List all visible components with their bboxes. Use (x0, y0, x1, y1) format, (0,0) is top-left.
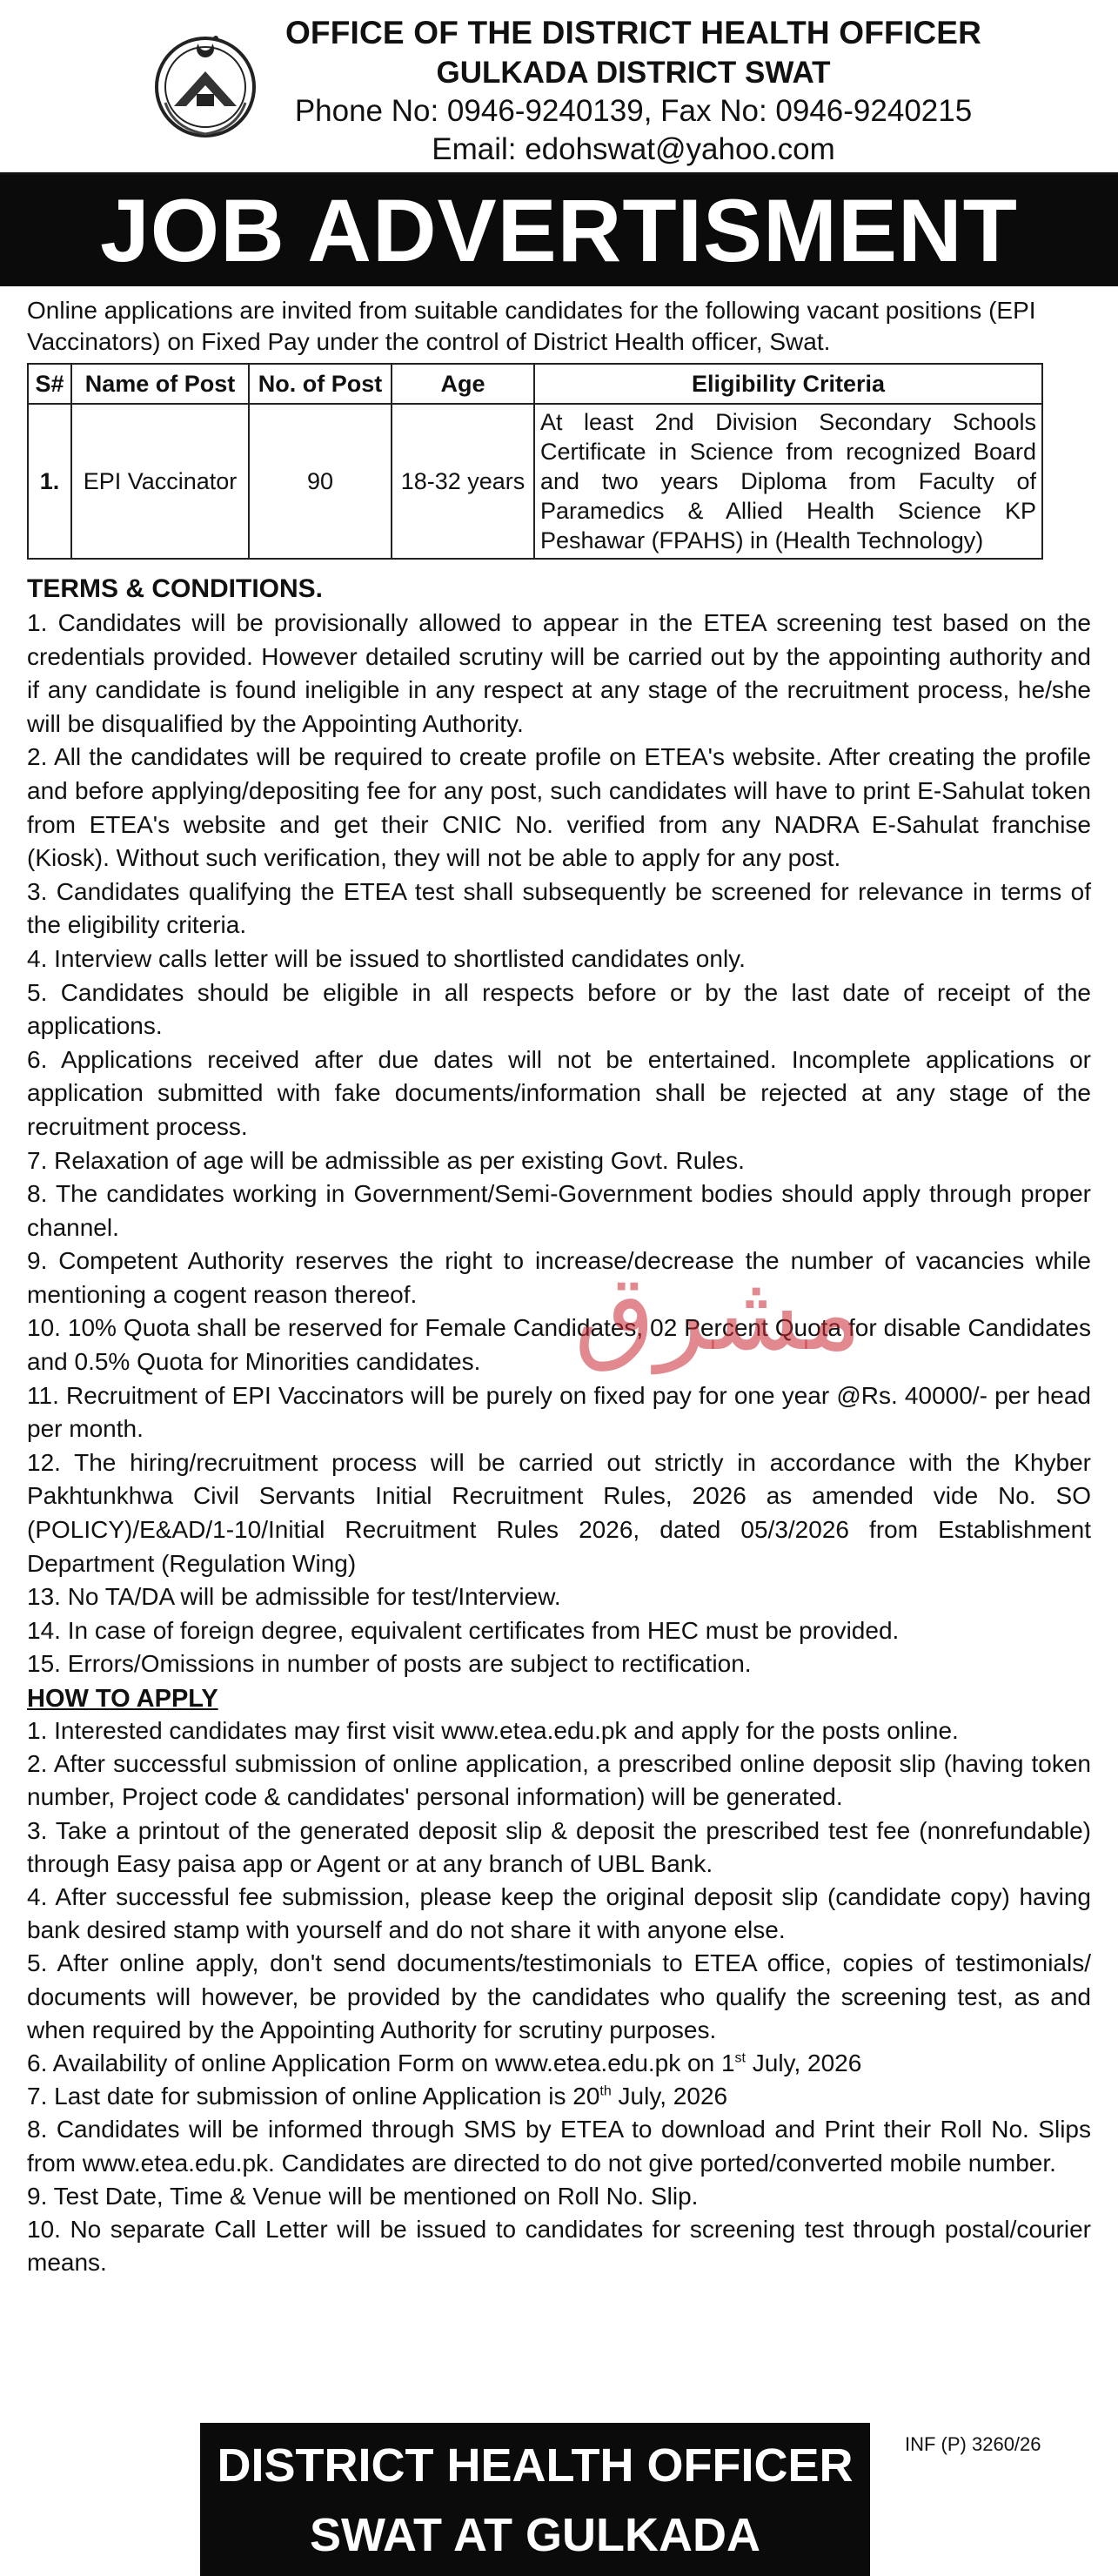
list-item: 14. In case of foreign degree, equivalent certificates from HEC must be provided. (27, 1616, 900, 1644)
table-header-count: No. of Post (249, 364, 392, 404)
signatory-block (200, 2423, 870, 2576)
table-header-post: Name of Post (71, 364, 249, 404)
list-item: 10. 10% Quota shall be reserved for Female Candidates, 02 Percent Quota for disable Candidates and 0.5% Quota for Minorities candidates. (27, 1314, 1091, 1376)
item-text: 6. Availability of online Application Form on www.etea.edu.pk on 1 (27, 2049, 735, 2077)
terms-list (27, 607, 1091, 1681)
list-item: 5. After online apply, don't send documents/testimonials to ETEA office, copies of testimonials/ documents will however, be provided by the candidates who qualify the screening test, as and when required by the Appointing Authority for scrutiny purposes. (27, 1949, 1091, 2043)
list-item: 2. All the candidates will be required to create profile on ETEA's website. After creating the profile and before applying/depositing fee for any post, such candidates will have to print E-Sahulat token from ETEA's website and get their CNIC No. verified from any NADRA E-Sahulat franchise (Kiosk). Without such verification, they will not be able to apply for any post. (27, 743, 1091, 872)
table-header-age: Age (392, 364, 534, 404)
office-district: GULKADA DISTRICT SWAT (436, 56, 831, 90)
list-item (27, 2047, 1091, 2080)
row-age: 18-32 years (392, 404, 534, 559)
advertisement-body (0, 295, 1118, 2279)
how-to-apply-list (27, 1714, 1091, 2279)
item-text: July, 2026 (611, 2083, 728, 2110)
newspaper-watermark: مشرق (574, 1253, 862, 1374)
list-item: 15. Errors/Omissions in number of posts are subject to rectification. (27, 1650, 752, 1678)
vacancy-table (27, 363, 1043, 560)
list-item: 13. No TA/DA will be admissible for test/Interview. (27, 1583, 561, 1611)
list-item (27, 2080, 1091, 2113)
list-item: 8. Candidates will be informed through SMS by ETEA to download and Print their Roll No. Slips from www.etea.edu.pk. Candidates are directed to do not give ported/converted mobile number. (27, 2116, 1091, 2177)
list-item: 5. Candidates should be eligible in all respects before or by the last date of receipt of the applications. (27, 978, 1091, 1040)
row-eligibility: At least 2nd Division Secondary Schools Certificate in Science from recognized Board and two years Diploma from Faculty of Paramedics & Allied Health Science KP Peshawar (FPAHS) in (Health Technology) (534, 404, 1042, 559)
table-row (28, 404, 1042, 559)
table-header-row (28, 364, 1042, 404)
list-item: 1. Interested candidates may first visit www.etea.edu.pk and apply for the posts online. (27, 1717, 959, 1744)
terms-heading: TERMS & CONDITIONS. (27, 574, 324, 603)
item-text: 7. Last date for submission of online Application is 20 (27, 2083, 600, 2110)
advertisement-reference: INF (P) 3260/26 (905, 2433, 1041, 2455)
list-item: 6. Applications received after due dates will not be entertained. Incomplete applications or application submitted with fake documents/information shall be rejected at any stage of the recruitment process. (27, 1045, 1091, 1140)
ordinal-suffix: th (599, 2083, 612, 2099)
intro-paragraph: Online applications are invited from suitable candidates for the following vacant positions (EPI Vaccinators) on Fixed Pay under the control of District Health officer, Swat. (27, 297, 1036, 355)
item-text: July, 2026 (745, 2049, 862, 2077)
office-title: OFFICE OF THE DISTRICT HEALTH OFFICER (285, 15, 982, 50)
office-address-block (277, 12, 990, 169)
row-post-name: EPI Vaccinator (71, 404, 249, 559)
list-item: 3. Candidates qualifying the ETEA test shall subsequently be screened for relevance in terms of the eligibility criteria. (27, 877, 1091, 939)
list-item: 4. Interview calls letter will be issued to shortlisted candidates only. (27, 944, 746, 972)
list-item: 9. Test Date, Time & Venue will be mentioned on Roll No. Slip. (27, 2182, 699, 2210)
table-header-criteria: Eligibility Criteria (534, 364, 1042, 404)
table-header-sno: S# (28, 364, 71, 404)
government-emblem-icon (148, 26, 263, 141)
list-item: 9. Competent Authority reserves the right to increase/decrease the number of vacancies while mentioning a cogent reason thereof. (27, 1247, 1091, 1308)
list-item: 8. The candidates working in Government/Semi-Government bodies should apply through proper channel. (27, 1180, 1091, 1241)
list-item: 4. After successful fee submission, please keep the original deposit slip (candidate copy) having bank desired stamp with yourself and do not share it with anyone else. (27, 1883, 1091, 1944)
how-to-apply-heading: HOW TO APPLY (27, 1685, 218, 1713)
list-item: 10. No separate Call Letter will be issued to candidates for screening test through postal/courier means. (27, 2216, 1091, 2277)
row-post-count: 90 (249, 404, 392, 559)
signatory-location: SWAT AT GULKADA (310, 2509, 760, 2561)
job-advertisement-banner: JOB ADVERTISMENT (0, 175, 1118, 286)
footer (0, 2414, 1118, 2576)
header (0, 0, 1118, 175)
office-email: Email: edohswat@yahoo.com (432, 132, 835, 166)
list-item: 11. Recruitment of EPI Vaccinators will be purely on fixed pay for one year @Rs. 40000/- per head per month. (27, 1381, 1091, 1443)
list-item: 3. Take a printout of the generated deposit slip & deposit the prescribed test fee (nonrefundable) through Easy paisa app or Agent or at any branch of UBL Bank. (27, 1816, 1091, 1877)
ordinal-suffix: st (734, 2050, 746, 2066)
office-phone-fax: Phone No: 0946-9240139, Fax No: 0946-9240215 (294, 94, 973, 128)
list-item: 1. Candidates will be provisionally allowed to appear in the ETEA screening test based on the credentials provided. However detailed scrutiny will be carried out by the appointing authority and if any candidate is found ineligible in any respect at any stage of the recruitment process, he/she will be disqualified by the Appointing Authority. (27, 609, 1091, 737)
list-item: 12. The hiring/recruitment process will be carried out strictly in accordance with the Khyber Pakhtunkhwa Civil Servants Initial Recruitment Rules, 2026 as amended vide No. SO (POLICY)/E&AD/1-10/Initial Recruitment Rules 2026, dated 05/3/2026 from Establishment Department (Regulation Wing) (27, 1448, 1091, 1577)
list-item: 7. Relaxation of age will be admissible as per existing Govt. Rules. (27, 1146, 745, 1174)
row-sno: 1. (28, 404, 71, 559)
signatory-title: DISTRICT HEALTH OFFICER (217, 2439, 854, 2492)
list-item: 2. After successful submission of online application, a prescribed online deposit slip (having token number, Project code & candidates' personal information) will be generated. (27, 1750, 1091, 1811)
